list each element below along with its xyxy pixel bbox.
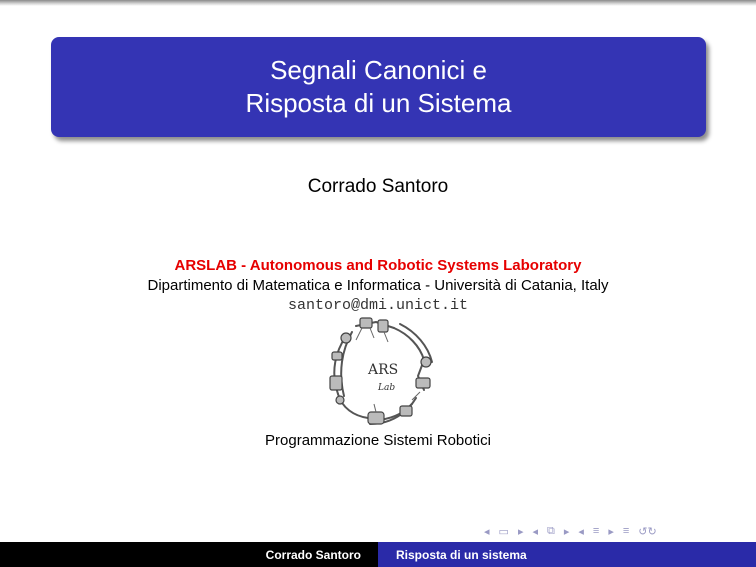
- top-shadow-bar: [0, 0, 756, 6]
- footer-bar: [0, 542, 756, 567]
- author-name: Corrado Santoro: [307, 176, 449, 197]
- institution-name: ARSLAB - Autonomous and Robotic Systems Laboratory: [174, 257, 582, 274]
- nav-prev-frame-icon[interactable]: ◂: [484, 525, 490, 538]
- nav-next-section-icon[interactable]: ▸: [608, 525, 614, 538]
- department-name: Dipartimento di Matematica e Informatica - Università di Catania, Italy: [147, 277, 609, 294]
- nav-section-icon[interactable]: ≡: [592, 525, 600, 537]
- nav-subsection-icon[interactable]: ⧉: [547, 524, 555, 537]
- beamer-navigation-bar: [484, 523, 657, 539]
- nav-prev-section-icon[interactable]: ◂: [578, 525, 584, 538]
- nav-search-icon[interactable]: ↺↻: [638, 525, 657, 538]
- nav-prev-subsection-icon[interactable]: ◂: [532, 525, 538, 538]
- author-email: santoro@dmi.unict.it: [287, 297, 469, 314]
- nav-next-subsection-icon[interactable]: ▸: [563, 525, 570, 538]
- logo-text: ARS: [368, 362, 399, 378]
- nav-frame-icon[interactable]: ▭: [498, 525, 509, 538]
- arslab-logo: [316, 316, 440, 428]
- nav-align-icon[interactable]: ≡: [622, 525, 630, 537]
- logo-subtext: Lab: [378, 383, 396, 393]
- title-line-1: Segnali Canonici e: [270, 55, 487, 85]
- footer-author: Corrado Santoro: [0, 542, 378, 567]
- title-line-2: Risposta di un Sistema: [245, 88, 512, 118]
- course-name: Programmazione Sistemi Robotici: [265, 432, 491, 449]
- title-box: [51, 37, 706, 137]
- nav-next-frame-icon[interactable]: ▸: [517, 525, 524, 538]
- footer-short-title: Risposta di un sistema: [378, 542, 756, 567]
